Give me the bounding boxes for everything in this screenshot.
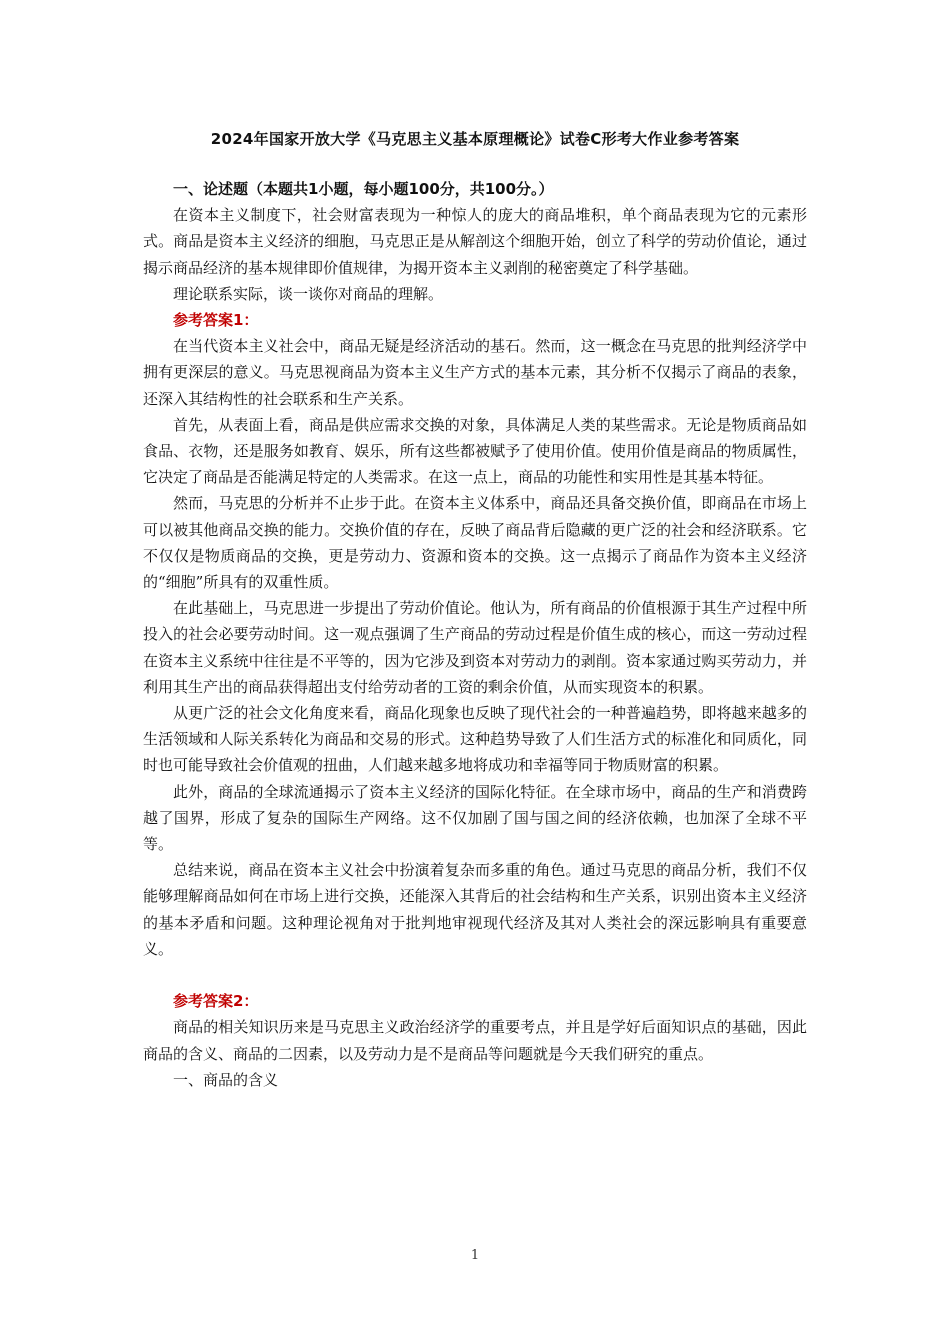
answer2-subheading: 一、商品的含义	[173, 1070, 279, 1089]
answer2-paragraph: 商品的相关知识历来是马克思主义政治经济学的重要考点，并且是学好后面知识点的基础，因此商品的含义、商品的二因素，以及劳动力是不是商品等问题就是今天我们研究的重点。	[143, 1018, 807, 1063]
paragraph-gap	[143, 962, 807, 988]
question-paragraph: 在资本主义制度下，社会财富表现为一种惊人的庞大的商品堆积，单个商品表现为它的元素形式。商品是资本主义经济的细胞，马克思正是从解剖这个细胞开始，创立了科学的劳动价值论，通过揭示商品经济的基本规律即价值规律，为揭开资本主义剥削的秘密奠定了科学基础。	[143, 206, 807, 277]
answer1-paragraph: 在此基础上，马克思进一步提出了劳动价值论。他认为，所有商品的价值根源于其生产过程中所投入的社会必要劳动时间。这一观点强调了生产商品的劳动过程是价值生成的核心，而这一劳动过程在资本主义系统中往往是不平等的，因为它涉及到资本对劳动力的剥削。资本家通过购买劳动力，并利用其生产出的商品获得超出支付给劳动者的工资的剩余价值，从而实现资本的积累。	[143, 599, 807, 696]
answer2-label	[143, 988, 807, 1014]
section-heading: 一、论述题（本题共1小题，每小题100分，共100分。）	[173, 180, 554, 198]
answer1-paragraph: 在当代资本主义社会中，商品无疑是经济活动的基石。然而，这一概念在马克思的批判经济学中拥有更深层的意义。马克思视商品为资本主义生产方式的基本元素，其分析不仅揭示了商品的表象，还深入其结构性的社会联系和生产关系。	[143, 337, 807, 408]
question-prompt: 理论联系实际，谈一谈你对商品的理解。	[173, 284, 444, 303]
document-title: 2024年国家开放大学《马克思主义基本原理概论》试卷C形考大作业参考答案	[210, 130, 740, 148]
answer1-paragraph: 此外，商品的全球流通揭示了资本主义经济的国际化特征。在全球市场中，商品的生产和消费跨越了国界，形成了复杂的国际生产网络。这不仅加剧了国与国之间的经济依赖，也加深了全球不平等。	[143, 782, 807, 854]
answer1-paragraph: 然而，马克思的分析并不止步于此。在资本主义体系中，商品还具备交换价值，即商品在市场上可以被其他商品交换的能力。交换价值的存在，反映了商品背后隐藏的更广泛的社会和经济联系。它不仅仅是物质商品的交换，更是劳动力、资源和资本的交换。这一点揭示了商品作为资本主义经济的“细胞”所具有的双重性质。	[143, 494, 807, 592]
answer1-label-text: 参考答案1：	[173, 311, 259, 330]
answer1-paragraph: 从更广泛的社会文化角度来看，商品化现象也反映了现代社会的一种普遍趋势，即将越来越多的生活领域和人际关系转化为商品和交易的形式。这种趋势导致了人们生活方式的标准化和同质化，同时也可能导致社会价值观的扭曲，人们越来越多地将成功和幸福等同于物质财富的积累。	[143, 704, 807, 775]
answer1-paragraph: 首先，从表面上看，商品是供应需求交换的对象，具体满足人类的某些需求。无论是物质商品如食品、衣物，还是服务如教育、娱乐，所有这些都被赋予了使用价值。使用价值是商品的物质属性，它决定了商品是否能满足特定的人类需求。在这一点上，商品的功能性和实用性是其基本特征。	[143, 415, 807, 487]
answer2-label-text: 参考答案2：	[173, 992, 259, 1011]
page-number: 1	[470, 1248, 480, 1263]
document-body	[143, 176, 807, 1093]
answer1-paragraph: 总结来说，商品在资本主义社会中扮演着复杂而多重的角色。通过马克思的商品分析，我们不仅能够理解商品如何在市场上进行交换，还能深入其背后的社会结构和生产关系，识别出资本主义经济的基本矛盾和问题。这种理论视角对于批判地审视现代经济及其对人类社会的深远影响具有重要意义。	[143, 861, 807, 958]
answer1-label	[143, 307, 807, 333]
